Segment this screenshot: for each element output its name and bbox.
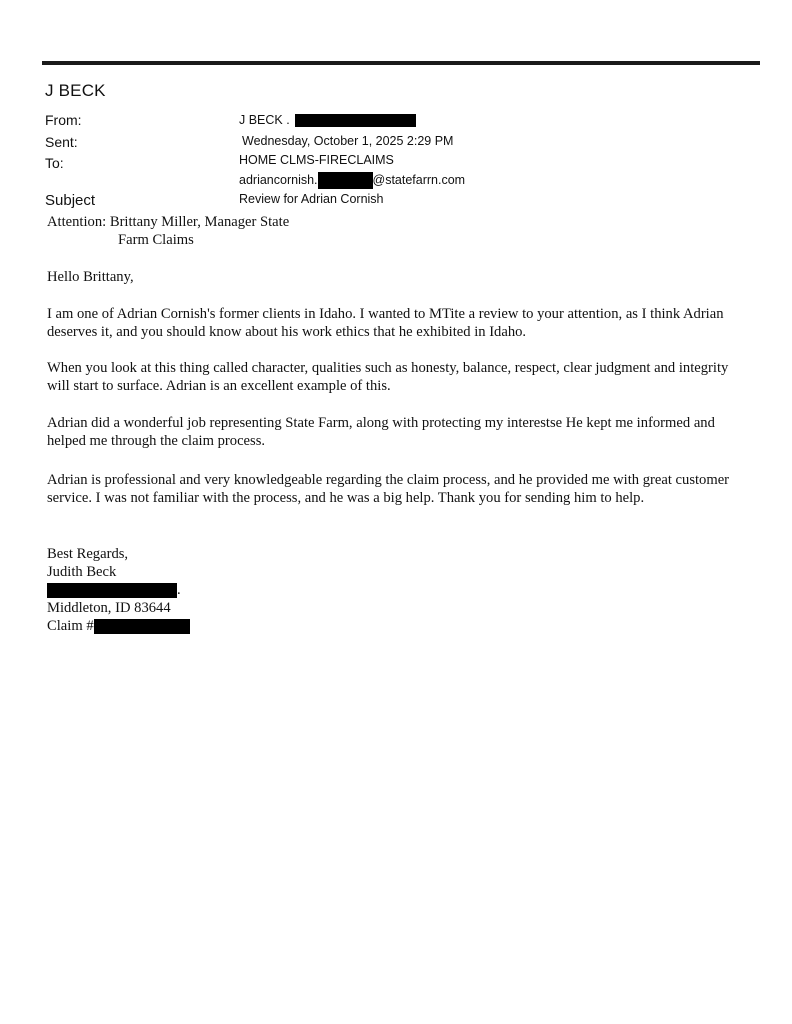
claim-line [47,617,752,635]
to-value-line2 [239,172,465,189]
from-label: From: [45,112,82,128]
subject-value: Review for Adrian Cornish [239,192,384,206]
signature-name: Judith Beck [47,564,117,580]
to-label: To: [45,155,64,171]
greeting: Hello Brittany, [47,269,134,285]
address-line [47,581,752,599]
from-name: J BECK . [239,113,290,127]
sent-label: Sent: [45,134,78,150]
redacted-block [318,172,373,189]
email-prefix: adriancornish. [239,172,318,187]
redacted-block [295,114,416,127]
redacted-block [94,619,190,634]
email-suffix: @statefarrn.com [372,172,466,187]
sent-value: Wednesday, October 1, 2025 2:29 PM [242,134,454,148]
paragraph-4: Adrian is professional and very knowledgeable regarding the claim process, and he provided me with great customer service. I was not familiar with the process, and he was a big help. Thank you for sending him to help. [47,472,730,506]
paragraph-1: I am one of Adrian Cornish's former clients in Idaho. I wanted to MTite a review to your attention, as I think Adrian deserves it, and you should know about his work ethics that he exhibited in Idaho. [47,306,724,340]
paragraph-3: Adrian did a wonderful job representing State Farm, along with protecting my interestse He kept me informed and helped me through the claim process. [47,415,715,449]
address-end: . [177,582,181,598]
city-line: Middleton, ID 83644 [47,600,171,616]
paragraph-2: When you look at this thing called character, qualities such as honesty, balance, respect, clear judgment and integrity will start to surface. Adrian is an excellent example of this. [47,360,729,394]
to-value-line1: HOME CLMS-FIRECLAIMS [239,153,394,167]
subject-label: Subject [45,192,96,209]
signature-block [47,545,752,635]
sender-heading: J BECK [45,81,106,100]
redacted-block [47,583,177,598]
attention-line2: Farm Claims [118,232,194,248]
claim-prefix: Claim # [47,618,94,634]
header-rule [42,61,760,65]
attention-line1: Attention: Brittany Miller, Manager State [47,214,290,230]
closing: Best Regards, [47,546,129,562]
from-value [239,113,416,127]
attention-block [47,213,752,249]
